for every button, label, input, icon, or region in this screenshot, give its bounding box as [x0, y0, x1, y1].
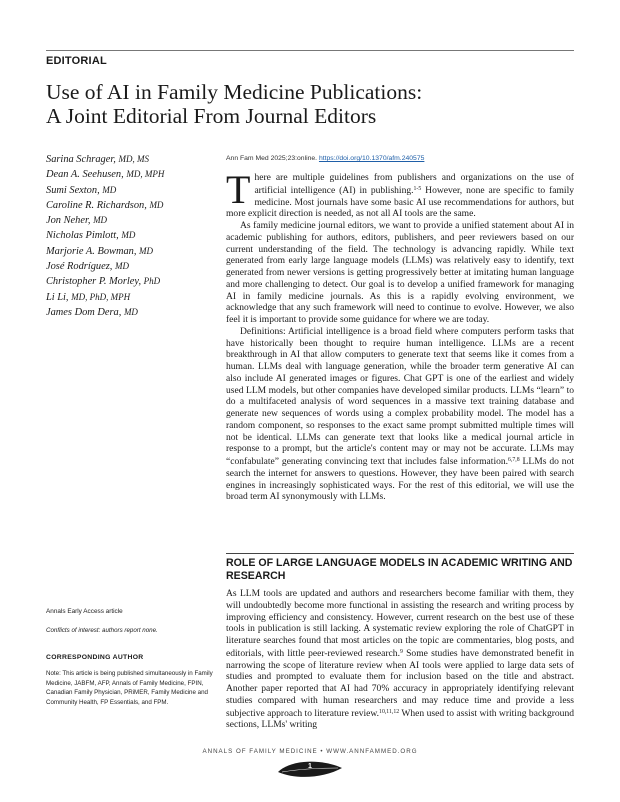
paragraph-intro: There are multiple guidelines from publishers and organizations on the use of artificial intelligence (AI) in publishing.$^{1-5}$ However, none are specific to family medicine. Most journals have some basic AI use recommendations for authors, but more explicit direction is needed, as not all AI tools are the same. — [226, 167, 574, 220]
paragraph-definitions: Definitions: Artificial intelligence is a broad field where computers perform tasks that have historically been thought to require human intelligence. LLMs are a recent breakthrough in AI that allow computers to generate text that seems like it comes from a human. LLMs deal with language generation, while the broader term generative AI can also include AI generated images or figures. Chat GPT is one of the earliest and widely used LLM models, but other companies have developed similar products. LLMs “learn” to do a multifaceted analysis of word sequences in a massive text training database and generate new sequences of words using a complex probability model. The model has a random component, so responses to the exact same prompt submitted multiple times will not be identical. LLMs can generate text that looks like a medical journal article in response to a prompt, but the article's content may or may not be accurate. LLMs may “confabulate” generating convincing text that includes false information.$^{6,7,8}$ LLMs do not search the internet for answers to questions. However, they have been paired with search engines in increasingly sophisticated ways. For the rest of this editorial, we will use the broad term AI synonymously with LLMs. — [226, 325, 574, 503]
title-line-2: A Joint Editorial From Journal Editors — [46, 104, 377, 128]
author: Marjorie A. Bowman, MD — [46, 245, 154, 257]
conflicts-note: Conflicts of interest: authors report none. — [46, 627, 158, 634]
author-list — [46, 152, 221, 320]
section-heading: ROLE OF LARGE LANGUAGE MODELS IN ACADEMIC WRITING AND RESEARCH — [226, 557, 573, 582]
body-text-bottom — [226, 588, 574, 731]
heading-rule — [226, 553, 574, 554]
author: José Rodríguez, MD — [46, 261, 129, 273]
author: Christopher P. Morley, PhD — [46, 276, 161, 288]
page-number: 1 — [308, 763, 312, 770]
drop-cap: T — [226, 167, 251, 212]
paragraph: As family medicine journal editors, we want to provide a unified statement about AI in academic publishing for authors, editors, publishers, and peer reviewers based on our current understanding of the field. The technology is advancing rapidly. While text generated from early large language models (LLMs) was relatively easy to identify, text generated from newer versions is getting progressively better at imitating human language and more challenging to detect. Our goal is to develop a unified framework for managing AI in family medicine journals. As this is a rapidly evolving environment, we acknowledge that any such framework will need to continue to evolve. However, we also feel it is important to provide some guidance for where we are today. — [226, 220, 574, 325]
citation-text: Ann Fam Med 2025;23:online. — [226, 155, 318, 162]
access-note: Annals Early Access article — [46, 608, 123, 615]
author: Dean A. Seehusen, MD, MPH — [46, 169, 165, 181]
article-title — [46, 80, 566, 128]
reference-superscript: 9 — [399, 648, 403, 655]
citation — [226, 155, 424, 162]
author: Jon Neher, MD — [46, 215, 108, 227]
reference-superscript: 1-5 — [413, 185, 422, 192]
sidebar-notes — [46, 608, 221, 707]
corresponding-author-heading: CORRESPONDING AUTHOR — [46, 654, 144, 661]
footer-journal: ANNALS OF FAMILY MEDICINE • WWW.ANNFAMMED.ORG — [202, 748, 418, 755]
top-rule — [46, 50, 574, 51]
reference-superscript: 10,11,12 — [379, 708, 400, 715]
doi-link[interactable]: https://doi.org/10.1370/afm.240575 — [318, 155, 425, 162]
author: Sarina Schrager, MD, MS — [46, 154, 149, 165]
section-label: EDITORIAL — [46, 55, 107, 67]
author: Sumi Sexton, MD — [46, 184, 117, 196]
title-line-1: Use of AI in Family Medicine Publications: — [46, 80, 423, 104]
body-text-top — [226, 167, 574, 503]
author: Caroline R. Richardson, MD — [46, 199, 164, 211]
reference-superscript: 6,7,8 — [508, 457, 520, 463]
author: James Dom Dera, MD — [46, 306, 138, 318]
publication-note: Note: This article is being published simultaneously in Family Medicine, JABFM, AFP, Annals of Family Medicine, FPIN, Canadian Family Physician, PRiMER, Family Medicine and Community Health, FP Essentials, and FPM. — [46, 670, 213, 706]
author: Nicholas Pimlott, MD — [46, 230, 136, 242]
author: Li Li, MD, PhD, MPH — [46, 291, 131, 303]
paragraph: As LLM tools are updated and authors and researchers become familiar with them, they will undoubtedly become more functional in assisting the research and writing process by improving efficiency and consistency. However, current research on the best use of these tools in publication is still lacking. A systematic review exploring the role of ChatGPT in literature searches found that most articles on the topic are commentaries, blog posts, and editorials, with little peer-reviewed research.$^9$ Some studies have demonstrated benefit in narrowing the scope of literature review when AI tools were applied to large data sets of studies and prompted to evaluate them for inclusion based on the title and abstract. Another paper reported that AI had 70% accuracy in appropriately identifying relevant studies compared with human researchers and may reduce time and provide a less subjective approach to literature review.$^{10,11,12}$ When used to assist with writing background sections, LLMs' writing — [226, 588, 575, 731]
